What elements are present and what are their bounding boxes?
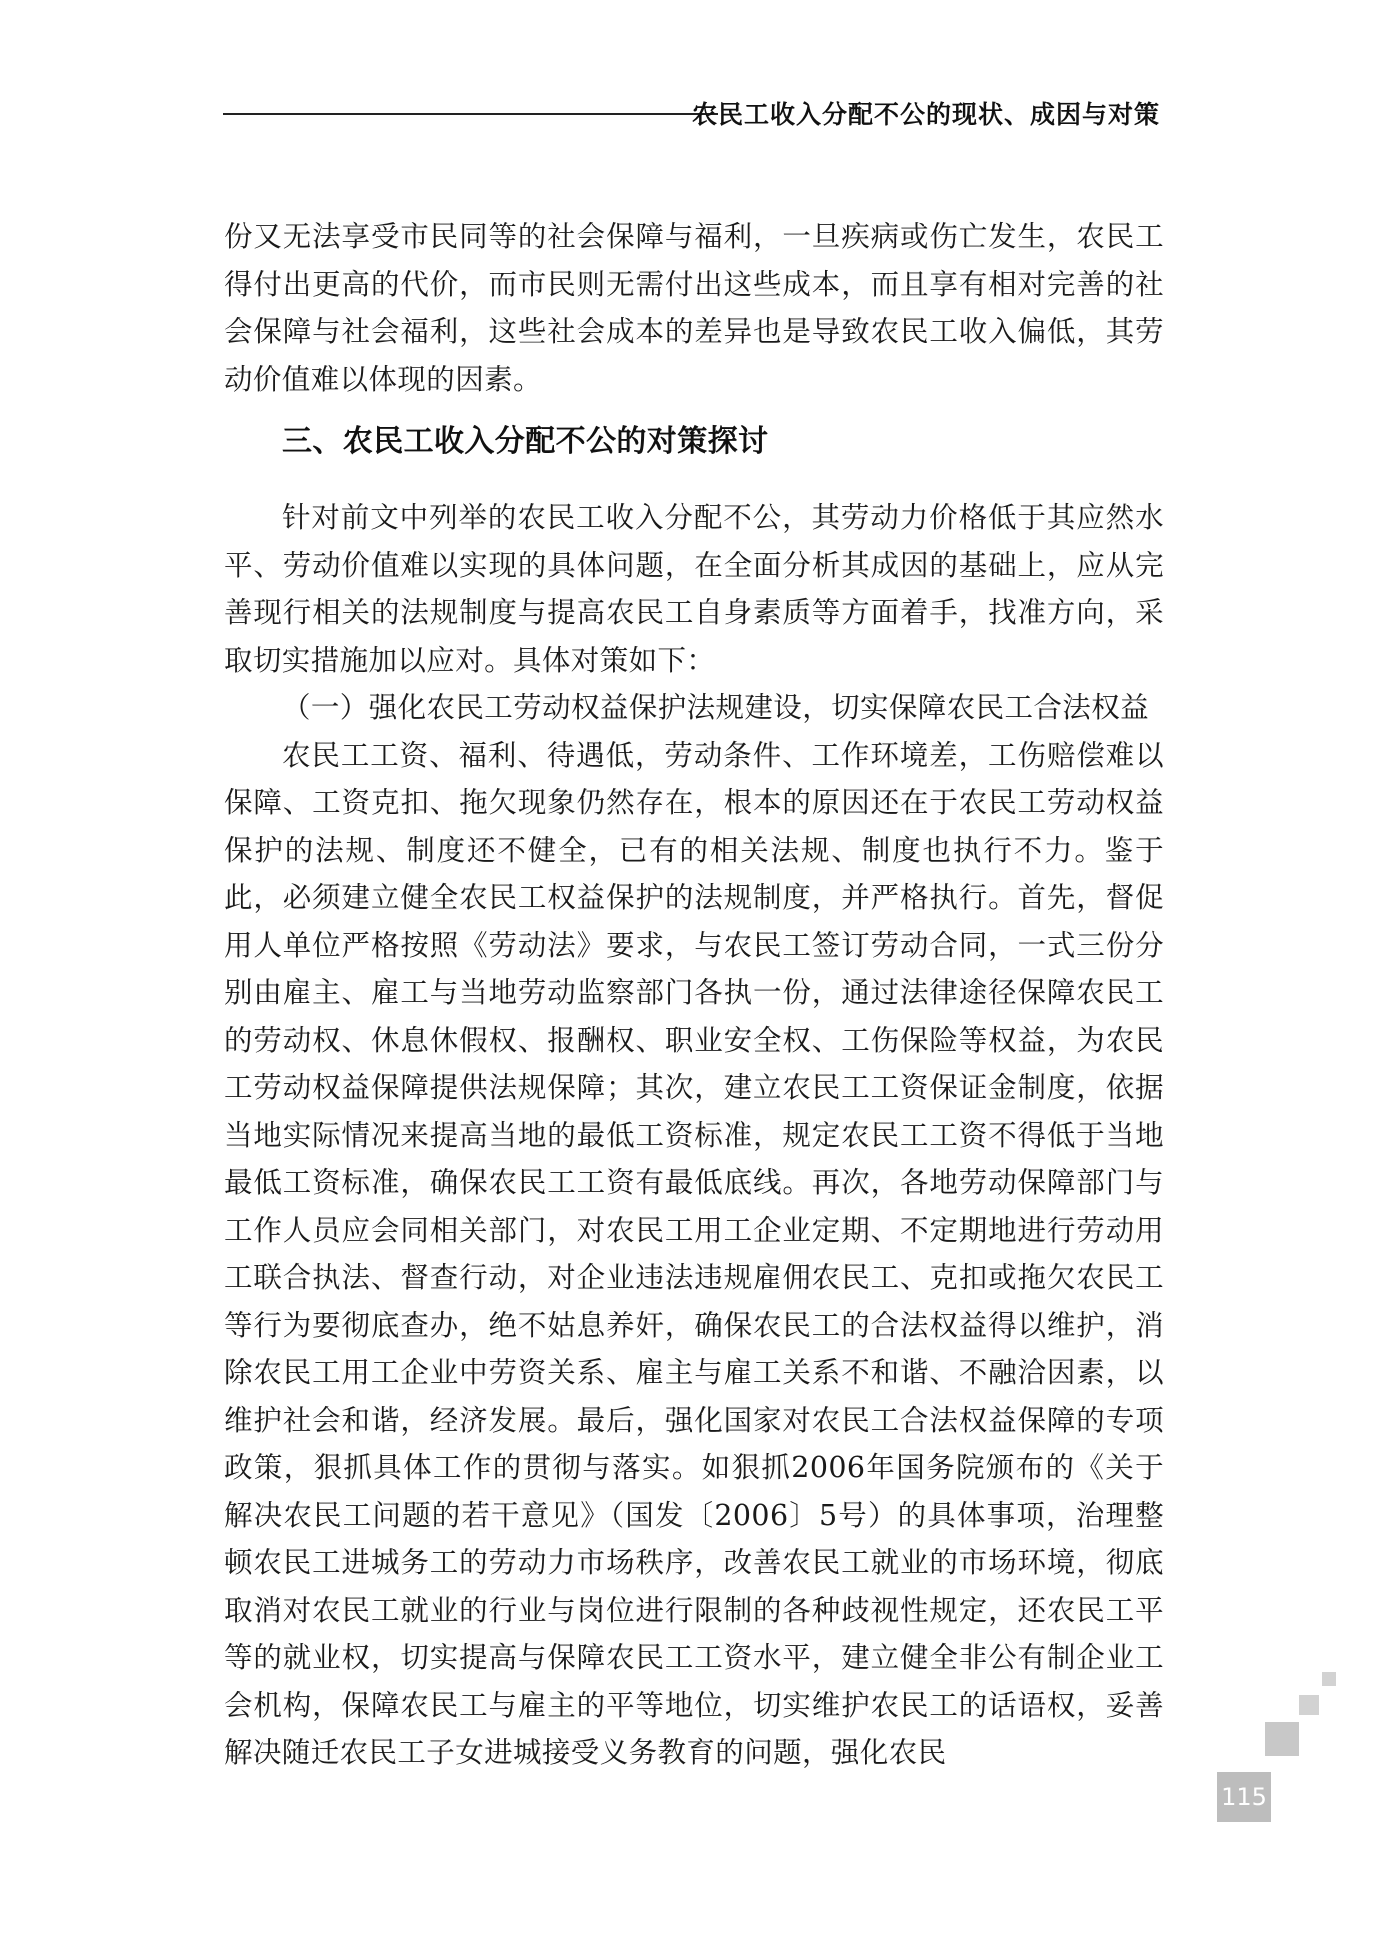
corner-decoration-square: [1299, 1695, 1319, 1715]
page-number: 115: [1217, 1772, 1271, 1822]
paragraph-main: 农民工工资、福利、待遇低，劳动条件、工作环境差，工伤赔偿难以保障、工资克扣、拖欠现象仍然存在，根本的原因还在于农民工劳动权益保护的法规、制度还不健全，已有的相关法规、制度也执行不力。鉴于此，必须建立健全农民工权益保护的法规制度，并严格执行。首先，督促用人单位严格按照《劳动法》要求，与农民工签订劳动合同，一式三份分别由雇主、雇工与当地劳动监察部门各执一份，通过法律途径保障农民工的劳动权、休息休假权、报酬权、职业安全权、工伤保险等权益，为农民工劳动权益保障提供法规保障；其次，建立农民工工资保证金制度，依据当地实际情况来提高当地的最低工资标准，规定农民工工资不得低于当地最低工资标准，确保农民工工资有最低底线。再次，各地劳动保障部门与工作人员应会同相关部门，对农民工用工企业定期、不定期地进行劳动用工联合执法、督查行动，对企业违法违规雇佣农民工、克扣或拖欠农民工等行为要彻底查办，绝不姑息养奸，确保农民工的合法权益得以维护，消除农民工用工企业中劳资关系、雇主与雇工关系不和谐、不融洽因素，以维护社会和谐，经济发展。最后，强化国家对农民工合法权益保障的专项政策，狠抓具体工作的贯彻与落实。如狠抓2006年国务院颁布的《关于解决农民工问题的若干意见》（国发〔2006〕5号）的具体事项，治理整顿农民工进城务工的劳动力市场秩序，改善农民工就业的市场环境，彻底取消对农民工就业的行业与岗位进行限制的各种歧视性规定，还农民工平等的就业权，切实提高与保障农民工工资水平，建立健全非公有制企业工会机构，保障农民工与雇主的平等地位，切实维护农民工的话语权，妥善解决随迁农民工子女进城接受义务教育的问题，强化农民: [224, 738, 1164, 1769]
paragraph-continued: 份又无法享受市民同等的社会保障与福利，一旦疾病或伤亡发生，农民工得付出更高的代价，而市民则无需付出这些成本，而且享有相对完善的社会保障与社会福利，这些社会成本的差异也是导致农民工收入偏低，其劳动价值难以体现的因素。: [224, 220, 1164, 396]
running-title: 农民工收入分配不公的现状、成因与对策: [691, 100, 1160, 129]
paragraph-intro: 针对前文中列举的农民工收入分配不公，其劳动力价格低于其应然水平、劳动价值难以实现的具体问题，在全面分析其成因的基础上，应从完善现行相关的法规制度与提高农民工自身素质等方面着手，找准方向，采取切实措施加以应对。具体对策如下：: [224, 501, 1164, 677]
header-rule: [223, 113, 718, 115]
page-body: [224, 213, 1164, 1777]
subheading: （一）强化农民工劳动权益保护法规建设，切实保障农民工合法权益: [282, 691, 1150, 724]
corner-decoration-square: [1265, 1722, 1299, 1756]
section-heading: 三、农民工收入分配不公的对策探讨: [282, 424, 769, 459]
corner-decoration-square: [1322, 1672, 1336, 1686]
